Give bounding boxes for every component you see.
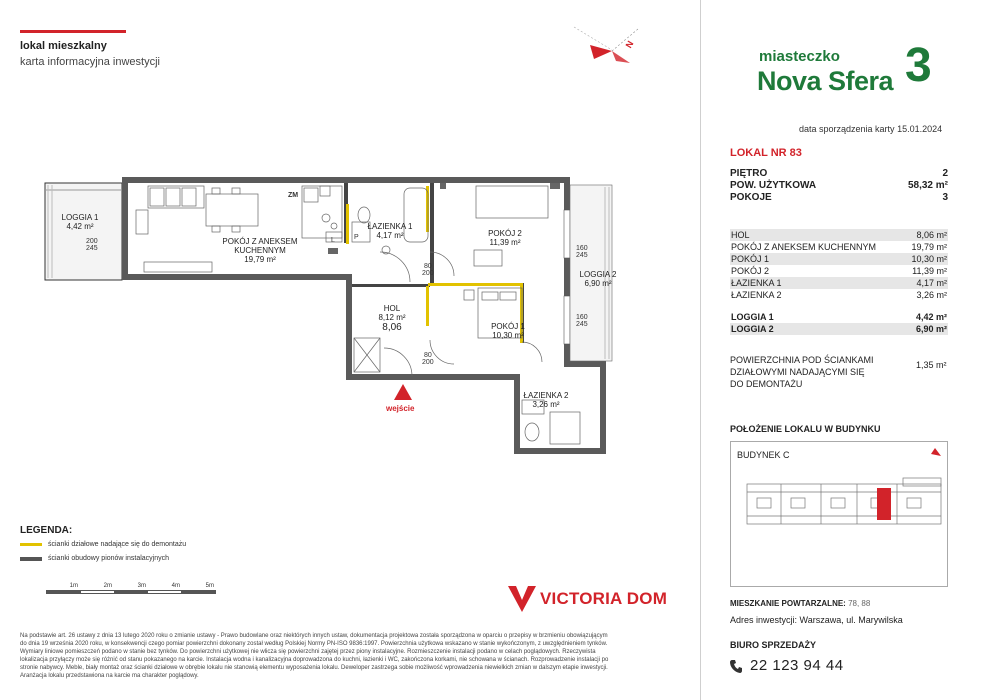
bath-2-name: ŁAZIENKA 2 [523, 391, 569, 400]
sales-phone-number[interactable]: 22 123 94 44 [750, 657, 844, 674]
removable-walls-label [730, 354, 874, 390]
scale-5m: 5m [205, 583, 214, 589]
room-1-dim-width: 160 [576, 314, 588, 321]
entrance-label: wejście [386, 404, 415, 413]
unit-location-highlight [877, 488, 891, 520]
hall-door-1-width: 80 [423, 263, 432, 270]
area-row-loggia-2 [730, 323, 948, 335]
loggia-2-row-value: 6,90 m² [915, 324, 947, 334]
legend-swatch-grey [20, 557, 42, 561]
scale-bar [46, 583, 216, 594]
sales-office-title: BIURO SPRZEDAŻY [730, 640, 817, 650]
hall-door-dim-2 [422, 352, 434, 366]
repeat-label: MIESZKANIE POWTARZALNE: [730, 599, 846, 608]
loggia-1-area-value: 4,42 m² [66, 222, 94, 232]
usable-area-row [730, 180, 948, 191]
entrance-arrow-icon [394, 384, 412, 400]
hall-name: HOL [383, 304, 401, 313]
room-2-area: 11,39 m² [489, 238, 521, 248]
loggia-2-name: LOGGIA 2 [579, 270, 617, 279]
hall-label [372, 304, 412, 334]
removable-line-2: DZIAŁOWYMI NADAJĄCYMI SIĘ [730, 367, 865, 378]
scale-4m: 4m [171, 583, 180, 589]
bath-1-name: ŁAZIENKA 1 [367, 222, 413, 231]
usable-area-value: 58,32 m² [907, 180, 948, 191]
room-2-dim [576, 245, 588, 259]
rooms-label: POKOJE [730, 192, 772, 203]
creation-date [799, 124, 942, 134]
loggia-1-label [54, 213, 106, 231]
room-2-dim-width: 160 [576, 245, 588, 252]
page-title: lokal mieszkalny [20, 40, 107, 52]
loggia-1-row-value: 4,42 m² [915, 312, 947, 322]
area-value-room-2: 11,39 m² [912, 266, 947, 276]
loggia-1-name: LOGGIA 1 [61, 213, 99, 222]
removable-line-3: DO DEMONTAŻU [730, 379, 803, 390]
loggia-1-row-name: LOGGIA 1 [731, 312, 774, 322]
removable-walls-value: 1,35 m² [916, 360, 947, 370]
scale-3m: 3m [137, 583, 146, 589]
logo-line-1: miasteczko [759, 48, 840, 65]
floor-value: 2 [942, 168, 948, 179]
room-2-dim-height: 245 [576, 252, 588, 259]
area-name-living: POKÓJ Z ANEKSEM KUCHENNYM [731, 242, 877, 252]
creation-date-value: 15.01.2024 [897, 124, 943, 134]
disclaimer-text: Na podstawie art. 26 ustawy z dnia 13 lutego 2020 roku o zmianie ustawy - Prawo budowlane oraz niektórych innych ustaw, dokumentacja projektowa została sporządzona w oparciu o przepisy w brzmieniu obowiązującym do dnia 19 września 2020 roku, w konsekwencji czego pomiar powierzchni dokonany został według Polskiej Normy PN-ISO 9836:1997. Powierzchnia użytkowa wskazano w stanie wykończonym, z uwzględnieniem tynków. Wymiary liniowe pomieszczeń podano w stanie bez tynków. Do powierzchni użytkowej nie wlicza się powierzchni zajętej przez piony instalacyjne. Rozmieszczenie instalacji podano w celach poglądowych. Rzeczywista lokalizacja przyłączy może się różnić od stanu pokazanego na karcie. Instalacja wodna i kanalizacyjna doprowadzona do kuchni, łazienki i WC, zakończona korkami, nie schowana w ścianach. Rozprowadzenie instalacji po stronie nabywcy. Meble, biały montaż oraz ścianki działowe w obrębie lokalu nie stanowią elementu wyposażenia lokalu. Deweloper zastrzega sobie możliwość wprowadzenia niewielkich zmian w dalszym etapie inwestycji. Aranżacja lokalu przedstawiona na karcie ma charakter poglądowy. [20, 633, 609, 680]
room-1-label [480, 322, 536, 340]
legend-item-shafts [20, 555, 169, 562]
area-row-loggia-1 [730, 311, 948, 323]
hall-area: 8,12 m² [378, 313, 406, 323]
sales-phone[interactable] [730, 657, 844, 674]
hall-door-2-width: 80 [423, 352, 432, 359]
victoria-dom-mark-icon [508, 586, 536, 612]
p-label: P [354, 234, 359, 241]
legend-label-removable: ścianki działowe nadające się do demontażu [48, 541, 187, 548]
info-panel [700, 0, 990, 700]
usable-area-label: POW. UŻYTKOWA [730, 180, 817, 191]
page-subtitle: karta informacyjna inwestycji [20, 56, 160, 68]
loggia-2-area: 6,90 m² [584, 279, 612, 289]
area-value-room-1: 10,30 m² [911, 254, 947, 264]
repeat-row [730, 599, 870, 608]
room-1-dim-height: 245 [576, 321, 588, 328]
repeat-value: 78, 88 [848, 599, 871, 608]
logo-line-2: Nova Sfera [757, 66, 894, 96]
legend-title: LEGENDA: [20, 525, 73, 536]
area-value-bath-1: 4,17 m² [916, 278, 947, 288]
creation-date-label: data sporządzenia karty [799, 124, 895, 134]
area-row-room-1 [730, 253, 948, 265]
rooms-value: 3 [942, 192, 948, 203]
area-row-room-2 [730, 265, 948, 277]
area-name-bath-1: ŁAZIENKA 1 [731, 278, 782, 288]
living-room-area: 19,79 m² [244, 255, 276, 265]
area-row-bath-1 [730, 277, 948, 289]
area-row-living [730, 241, 948, 253]
legend-swatch-yellow [20, 543, 42, 546]
north-arrow-icon [572, 25, 642, 65]
rooms-row [730, 192, 948, 203]
area-value-bath-2: 3,26 m² [916, 290, 947, 300]
loggia-1-dim [86, 238, 98, 252]
bath-2-label [518, 391, 574, 409]
removable-line-1: POWIERZCHNIA POD ŚCIANKAMI [730, 355, 874, 365]
living-room-label [210, 237, 310, 265]
area-name-hol: HOL [731, 230, 750, 240]
loggia-2-label [578, 270, 618, 288]
living-room-name-2: KUCHENNYM [234, 246, 286, 256]
scale-1m: 1m [69, 583, 78, 589]
floor-row [730, 168, 948, 179]
living-room-name-1: POKÓJ Z ANEKSEM [222, 237, 298, 246]
area-row-hol [730, 229, 948, 241]
location-title: POŁOŻENIE LOKALU W BUDYNKU [730, 424, 881, 434]
bath-1-label [360, 222, 420, 240]
room-1-area: 10,30 m² [492, 331, 524, 341]
area-name-room-1: POKÓJ 1 [731, 254, 770, 264]
nova-sfera-logo [753, 28, 941, 108]
hall-door-dim-1 [422, 263, 434, 277]
area-name-bath-2: ŁAZIENKA 2 [731, 290, 782, 300]
address-value: Warszawa, ul. Marywilska [799, 615, 903, 625]
scale-2m: 2m [103, 583, 112, 589]
loggia-1-area [45, 183, 122, 280]
area-name-room-2: POKÓJ 2 [731, 266, 770, 276]
l-label: L [331, 237, 335, 244]
phone-icon [730, 659, 742, 673]
loggia-1-dim-height: 245 [86, 245, 98, 252]
hall-door-2-height: 200 [422, 359, 434, 366]
brand-name: VICTORIA DOM [540, 589, 668, 608]
room-2-name: POKÓJ 2 [488, 229, 522, 238]
loggia-2-row-name: LOGGIA 2 [731, 324, 774, 334]
legend-label-shafts: ścianki obudowy pionów instalacyjnych [48, 555, 170, 562]
hall-door-1-height: 200 [422, 270, 434, 277]
floor-label: PIĘTRO [730, 168, 768, 179]
bath-1-area: 4,17 m² [376, 231, 404, 241]
room-1-dim [576, 314, 588, 328]
unit-title: LOKAL NR 83 [730, 147, 802, 159]
room-1-name: POKÓJ 1 [491, 322, 525, 331]
area-value-living: 19,79 m² [911, 242, 947, 252]
zm-label: ZM [288, 192, 299, 199]
hall-extra-value: 8,06 [382, 322, 402, 334]
area-value-hol: 8,06 m² [916, 230, 947, 240]
building-label: BUDYNEK C [737, 450, 790, 460]
location-box [730, 441, 948, 587]
header-accent-bar [20, 30, 126, 33]
area-row-bath-2 [730, 289, 948, 301]
victoria-dom-logo [508, 586, 667, 612]
loggia-1-dim-width: 200 [86, 238, 98, 245]
logo-number: 3 [905, 39, 932, 92]
north-label: N [623, 39, 636, 50]
address-label: Adres inwestycji: [730, 615, 798, 625]
bath-2-area: 3,26 m² [532, 400, 560, 410]
room-2-label [476, 229, 534, 247]
address-row [730, 615, 903, 625]
floor-plan [40, 175, 640, 465]
building-plan-diagram [731, 442, 949, 588]
legend-item-removable [20, 541, 186, 548]
